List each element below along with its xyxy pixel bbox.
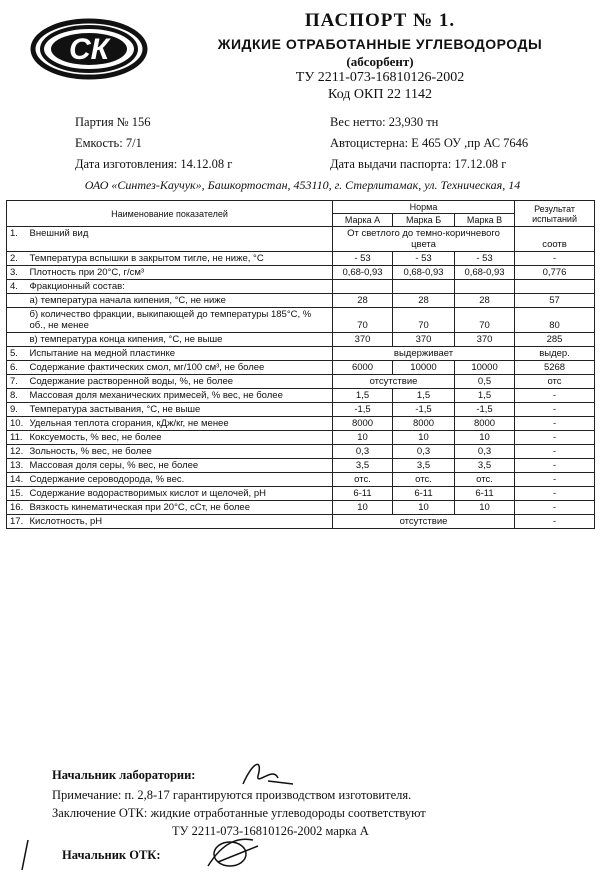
table-row bbox=[7, 280, 595, 294]
norm-grade-c: 10 bbox=[455, 501, 515, 515]
result-cell: - bbox=[515, 403, 595, 417]
norm-merged-ab: отсутствие bbox=[333, 375, 455, 389]
norm-grade-c: 10 bbox=[455, 431, 515, 445]
norm-grade-b: 0,68-0,93 bbox=[393, 266, 455, 280]
row-number: 10. bbox=[7, 417, 27, 431]
row-name: Массовая доля механических примесей, % вес, не более bbox=[27, 389, 333, 403]
row-number: 8. bbox=[7, 389, 27, 403]
norm-grade-c: 0,68-0,93 bbox=[455, 266, 515, 280]
table-row bbox=[7, 417, 595, 431]
norm-grade-a bbox=[333, 280, 393, 294]
norm-grade-a: 28 bbox=[333, 294, 393, 308]
norm-grade-b: 10000 bbox=[393, 361, 455, 375]
result-cell: - bbox=[515, 501, 595, 515]
result-cell: - bbox=[515, 417, 595, 431]
norm-grade-b: 10 bbox=[393, 431, 455, 445]
result-cell: - bbox=[515, 487, 595, 501]
row-name: Температура вспышки в закрытом тигле, не ниже, °С bbox=[27, 252, 333, 266]
table-row bbox=[7, 294, 595, 308]
norm-grade-b: 10 bbox=[393, 501, 455, 515]
row-number: 3. bbox=[7, 266, 27, 280]
norm-grade-b: - 53 bbox=[393, 252, 455, 266]
norm-grade-a: 6-11 bbox=[333, 487, 393, 501]
row-number: 15. bbox=[7, 487, 27, 501]
norm-grade-c: 0,3 bbox=[455, 445, 515, 459]
table-row bbox=[7, 375, 595, 389]
table-row bbox=[7, 501, 595, 515]
okp-code: Код ОКП 22 1142 bbox=[328, 87, 432, 102]
row-name: в) температура конца кипения, °С, не выше bbox=[27, 333, 333, 347]
norm-grade-c: 28 bbox=[455, 294, 515, 308]
result-cell: отс bbox=[515, 375, 595, 389]
otk-head-signature bbox=[198, 832, 268, 872]
tu-code: ТУ 2211-073-16810126-2002 bbox=[295, 70, 465, 85]
norm-grade-a: 0,68-0,93 bbox=[333, 266, 393, 280]
norm-merged: От светлого до темно-коричневого цвета bbox=[333, 227, 515, 252]
header-name: Наименование показателей bbox=[7, 201, 333, 227]
row-number: 11. bbox=[7, 431, 27, 445]
table-row bbox=[7, 487, 595, 501]
row-name: Внешний вид bbox=[27, 227, 333, 252]
product-subtitle: (абсорбент) bbox=[346, 54, 414, 69]
norm-grade-b: 70 bbox=[393, 308, 455, 333]
norm-grade-a: -1,5 bbox=[333, 403, 393, 417]
row-name: Зольность, % вес, не более bbox=[27, 445, 333, 459]
norm-grade-a: 0,3 bbox=[333, 445, 393, 459]
row-number bbox=[7, 333, 27, 347]
table-row bbox=[7, 252, 595, 266]
header-result: Результат испытаний bbox=[515, 201, 595, 227]
row-name: Коксуемость, % вес, не более bbox=[27, 431, 333, 445]
manufacture-date: Дата изготовления: 14.12.08 г bbox=[75, 157, 233, 171]
result-cell: 5268 bbox=[515, 361, 595, 375]
row-number: 4. bbox=[7, 280, 27, 294]
table-row bbox=[7, 347, 595, 361]
result-cell: - bbox=[515, 431, 595, 445]
table-row bbox=[7, 333, 595, 347]
norm-grade-c: отс. bbox=[455, 473, 515, 487]
table-row bbox=[7, 445, 595, 459]
norm-grade-b bbox=[393, 280, 455, 294]
norm-grade-a: 6000 bbox=[333, 361, 393, 375]
norm-grade-b: 0,3 bbox=[393, 445, 455, 459]
issue-date: Дата выдачи паспорта: 17.12.08 г bbox=[330, 157, 507, 171]
table-row bbox=[7, 459, 595, 473]
norm-grade-b: отс. bbox=[393, 473, 455, 487]
row-name: а) температура начала кипения, °С, не ниже bbox=[27, 294, 333, 308]
row-number: 13. bbox=[7, 459, 27, 473]
row-name: Испытание на медной пластинке bbox=[27, 347, 333, 361]
lab-head-label: Начальник лаборатории: bbox=[52, 768, 196, 782]
norm-grade-b: 1,5 bbox=[393, 389, 455, 403]
result-cell: 0,776 bbox=[515, 266, 595, 280]
otk-conclusion: Заключение ОТК: жидкие отработанные углеводороды соответствуют bbox=[52, 806, 426, 820]
row-name: Плотность при 20°С, г/см³ bbox=[27, 266, 333, 280]
svg-text:СК: СК bbox=[68, 33, 110, 66]
specifications-table bbox=[6, 200, 595, 529]
norm-grade-b: 370 bbox=[393, 333, 455, 347]
footer-note: Примечание: п. 2,8-17 гарантируются производством изготовителя. bbox=[52, 788, 412, 802]
norm-grade-c bbox=[455, 280, 515, 294]
row-name: Содержание растворенной воды, %, не более bbox=[27, 375, 333, 389]
result-cell bbox=[515, 280, 595, 294]
tank-number: Емкость: 7/1 bbox=[75, 136, 142, 150]
otk-head-label: Начальник ОТК: bbox=[62, 848, 161, 862]
row-number: 6. bbox=[7, 361, 27, 375]
row-name: б) количество фракции, выкипающей до температуры 185°С, % об., не менее bbox=[27, 308, 333, 333]
norm-grade-a: 1,5 bbox=[333, 389, 393, 403]
norm-grade-b: 28 bbox=[393, 294, 455, 308]
norm-grade-c: -1,5 bbox=[455, 403, 515, 417]
norm-grade-a: 10 bbox=[333, 431, 393, 445]
table-row bbox=[7, 308, 595, 333]
norm-grade-a: 70 bbox=[333, 308, 393, 333]
result-cell: 80 bbox=[515, 308, 595, 333]
norm-grade-c: 6-11 bbox=[455, 487, 515, 501]
header-grade-c: Марка В bbox=[455, 214, 515, 227]
row-number: 7. bbox=[7, 375, 27, 389]
table-row bbox=[7, 431, 595, 445]
party-number: Партия № 156 bbox=[75, 115, 151, 129]
row-number: 14. bbox=[7, 473, 27, 487]
norm-grade-b: -1,5 bbox=[393, 403, 455, 417]
row-name: Содержание сероводорода, % вес. bbox=[27, 473, 333, 487]
table-row bbox=[7, 515, 595, 529]
header-grade-b: Марка Б bbox=[393, 214, 455, 227]
row-name: Содержание фактических смол, мг/100 см³, не более bbox=[27, 361, 333, 375]
result-cell: - bbox=[515, 459, 595, 473]
row-number: 12. bbox=[7, 445, 27, 459]
table-row bbox=[7, 266, 595, 280]
result-cell: - bbox=[515, 252, 595, 266]
row-name: Вязкость кинематическая при 20°С, сСт, не более bbox=[27, 501, 333, 515]
norm-grade-c: 10000 bbox=[455, 361, 515, 375]
row-number bbox=[7, 294, 27, 308]
result-cell: - bbox=[515, 445, 595, 459]
result-cell: 57 bbox=[515, 294, 595, 308]
norm-grade-c: 370 bbox=[455, 333, 515, 347]
norm-merged: отсутствие bbox=[333, 515, 515, 529]
organization-address: ОАО «Синтез-Каучук», Башкортостан, 453110, г. Стерлитамак, ул. Техническая, 14 bbox=[84, 178, 521, 192]
norm-grade-a: 3,5 bbox=[333, 459, 393, 473]
result-cell: 285 bbox=[515, 333, 595, 347]
row-name: Температура застывания, °С, не выше bbox=[27, 403, 333, 417]
result-cell: - bbox=[515, 389, 595, 403]
row-number: 9. bbox=[7, 403, 27, 417]
header-grade-a: Марка А bbox=[333, 214, 393, 227]
table-row bbox=[7, 403, 595, 417]
norm-grade-b: 8000 bbox=[393, 417, 455, 431]
product-name: ЖИДКИЕ ОТРАБОТАННЫЕ УГЛЕВОДОРОДЫ bbox=[217, 36, 543, 52]
otk-conclusion-tu: ТУ 2211-073-16810126-2002 марка А bbox=[172, 824, 369, 838]
table-row bbox=[7, 227, 595, 252]
norm-grade-c: 1,5 bbox=[455, 389, 515, 403]
norm-grade-a: 8000 bbox=[333, 417, 393, 431]
row-name: Массовая доля серы, % вес, не более bbox=[27, 459, 333, 473]
result-cell: - bbox=[515, 515, 595, 529]
norm-grade-c: 3,5 bbox=[455, 459, 515, 473]
result-cell: выдер. bbox=[515, 347, 595, 361]
row-name: Содержание водорастворимых кислот и щелочей, рН bbox=[27, 487, 333, 501]
norm-grade-a: отс. bbox=[333, 473, 393, 487]
net-weight: Вес нетто: 23,930 тн bbox=[330, 115, 439, 129]
document-title: ПАСПОРТ № 1. bbox=[304, 10, 456, 31]
table-row bbox=[7, 473, 595, 487]
norm-grade-a: 370 bbox=[333, 333, 393, 347]
norm-grade-a: 10 bbox=[333, 501, 393, 515]
result-cell: соотв bbox=[515, 227, 595, 252]
norm-grade-b: 6-11 bbox=[393, 487, 455, 501]
row-number: 5. bbox=[7, 347, 27, 361]
company-logo bbox=[30, 18, 148, 80]
table-row bbox=[7, 389, 595, 403]
row-number: 16. bbox=[7, 501, 27, 515]
header-norm: Норма bbox=[333, 201, 515, 214]
row-number: 1. bbox=[7, 227, 27, 252]
row-name: Фракционный состав: bbox=[27, 280, 333, 294]
row-number: 2. bbox=[7, 252, 27, 266]
row-number bbox=[7, 308, 27, 333]
truck-number: Автоцистерна: Е 465 ОУ ,пр АС 7646 bbox=[330, 136, 529, 150]
norm-grade-c: 8000 bbox=[455, 417, 515, 431]
norm-grade-c: - 53 bbox=[455, 252, 515, 266]
norm-grade-b: 3,5 bbox=[393, 459, 455, 473]
row-name: Кислотность, рН bbox=[27, 515, 333, 529]
result-cell: - bbox=[515, 473, 595, 487]
row-number: 17. bbox=[7, 515, 27, 529]
margin-mark bbox=[18, 838, 32, 872]
norm-merged: выдерживает bbox=[333, 347, 515, 361]
table-row bbox=[7, 361, 595, 375]
norm-grade-c: 0,5 bbox=[455, 375, 515, 389]
norm-grade-a: - 53 bbox=[333, 252, 393, 266]
row-name: Удельная теплота сгорания, кДж/кг, не менее bbox=[27, 417, 333, 431]
norm-grade-c: 70 bbox=[455, 308, 515, 333]
lab-head-signature bbox=[238, 756, 298, 790]
